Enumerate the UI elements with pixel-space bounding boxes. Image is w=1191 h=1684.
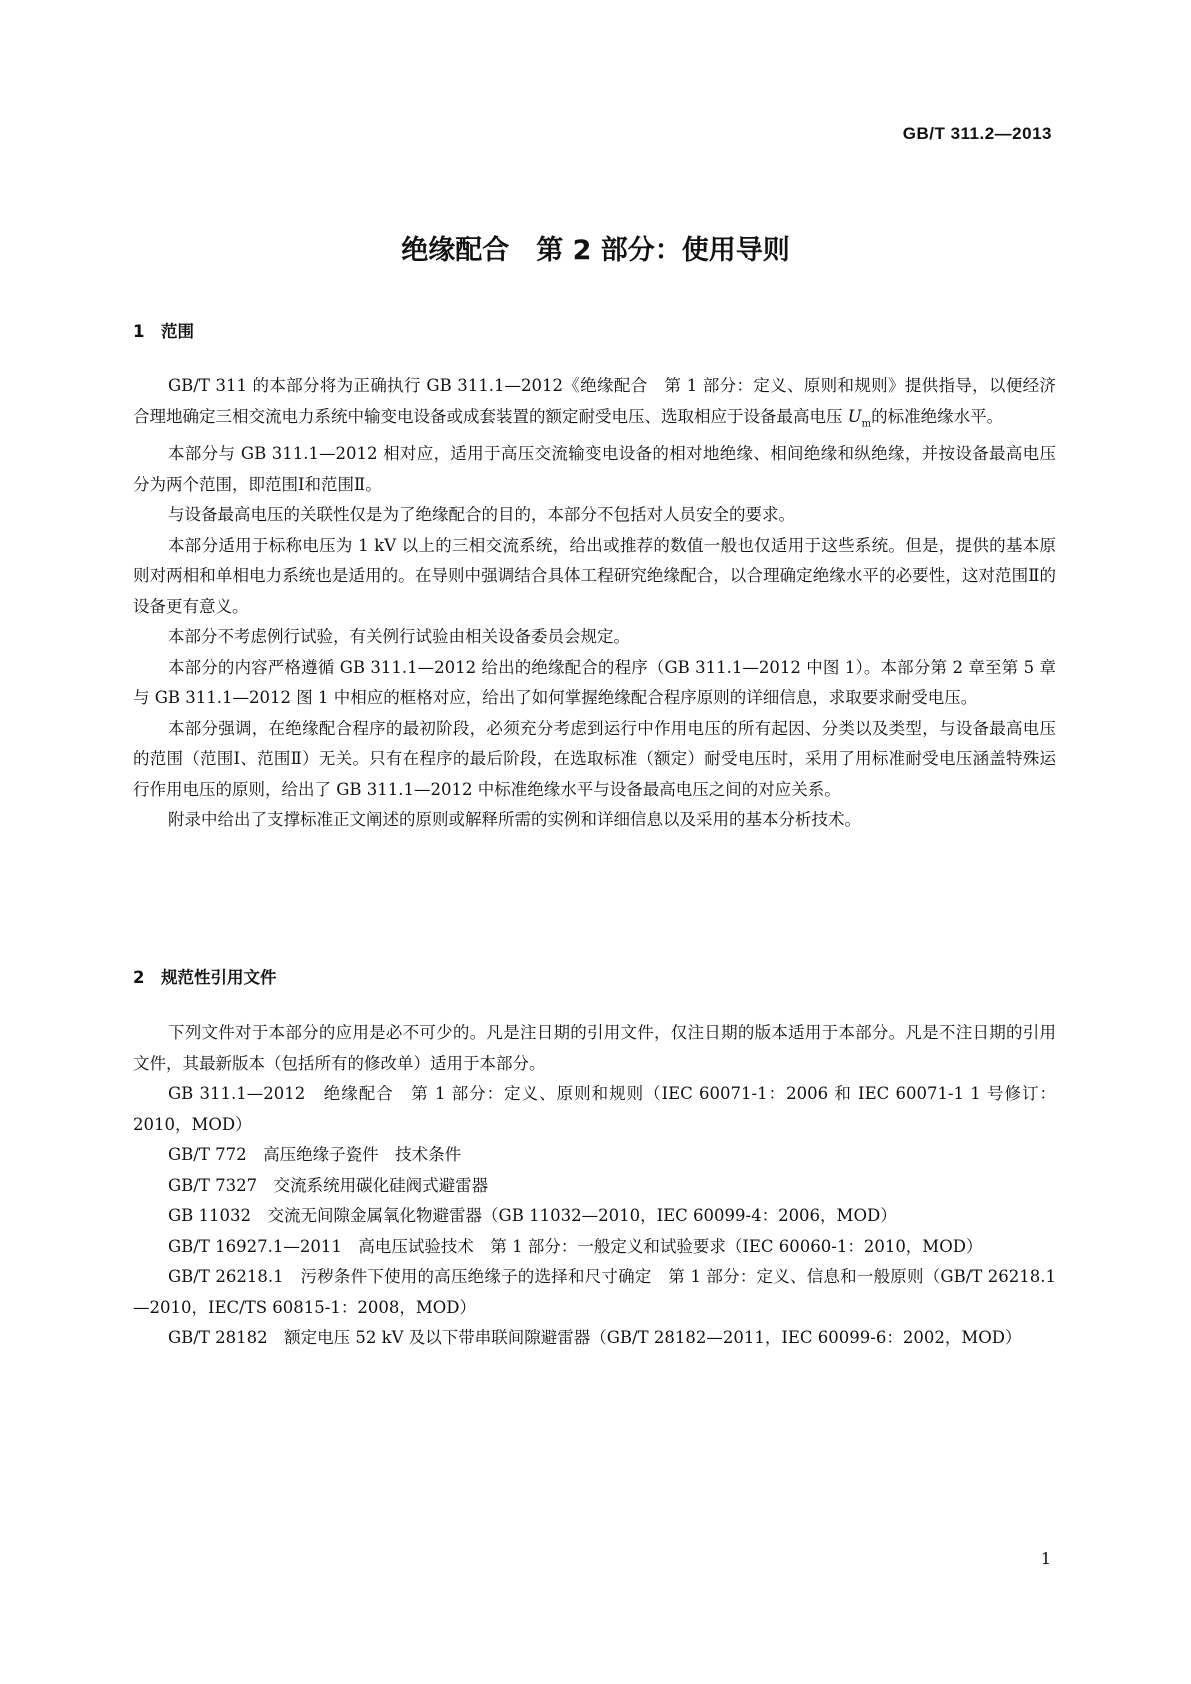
section-2-heading: 2 规范性引用文件 <box>133 968 277 987</box>
paragraph: 本部分与 GB 311.1—2012 相对应，适用于高压交流输变电设备的相对地绝缘、相间绝缘和纵绝缘，并按设备最高电压分为两个范围，即范围Ⅰ和范围Ⅱ。 <box>133 444 1056 494</box>
paragraph: 附录中给出了支撑标准正文阐述的原则或解释所需的实例和详细信息以及采用的基本分析技术。 <box>168 810 861 830</box>
reference-item: GB/T 7327 交流系统用碳化硅阀式避雷器 <box>168 1175 489 1195</box>
paragraph: GB/T 311 的本部分将为正确执行 GB 311.1—2012《绝缘配合 第 1 部分：定义、原则和规则》提供指导，以便经济合理地确定三相交流电力系统中输变电设备或成套装置的额定耐受电压、选取相应于设备最高电压 $U_m$的标准绝缘水平。 <box>133 376 1056 429</box>
reference-item: GB 11032 交流无间隙金属氧化物避雷器（GB 11032—2010，IEC 60099-4：2006，MOD） <box>168 1206 897 1225</box>
reference-item: GB 311.1—2012 绝缘配合 第 1 部分：定义、原则和规则（IEC 60071-1：2006 和 IEC 60071-1 1 号修订：2010，MOD） <box>133 1084 1056 1134</box>
page-number: 1 <box>1040 1549 1051 1568</box>
paragraph: 本部分适用于标称电压为 1 kV 以上的三相交流系统，给出或推荐的数值一般也仅适用于这些系统。但是，提供的基本原则对两相和单相电力系统也是适用的。在导则中强调结合具体工程研究绝缘配合，以合理确定绝缘水平的必要性，这对范围Ⅱ的设备更有意义。 <box>133 535 1056 616</box>
reference-item: GB/T 26218.1 污秽条件下使用的高压绝缘子的选择和尺寸确定 第 1 部分：定义、信息和一般原则（GB/T 26218.1—2010，IEC/TS 60815-1：2008，MOD） <box>133 1267 1056 1317</box>
paragraph: 本部分的内容严格遵循 GB 311.1—2012 给出的绝缘配合的程序（GB 311.1—2012 中图 1）。本部分第 2 章至第 5 章与 GB 311.1—2012 图 1 中相应的框格对应，给出了如何掌握绝缘配合程序原则的详细信息，求取要求耐受电压。 <box>133 657 1056 708</box>
paragraph: 本部分不考虑例行试验，有关例行试验由相关设备委员会规定。 <box>168 627 630 647</box>
reference-item: GB/T 772 高压绝缘子瓷件 技术条件 <box>168 1145 462 1164</box>
section-2-body <box>133 1018 1056 1354</box>
paragraph: 与设备最高电压的关联性仅是为了绝缘配合的目的，本部分不包括对人员安全的要求。 <box>168 505 795 525</box>
document-title: 绝缘配合 第 2 部分：使用导则 <box>401 235 790 266</box>
section-1-heading: 1 范围 <box>133 322 194 341</box>
standard-code: GB/T 311.2—2013 <box>902 124 1052 143</box>
reference-item: GB/T 28182 额定电压 52 kV 及以下带串联间隙避雷器（GB/T 28182—2011，IEC 60099-6：2002，MOD） <box>168 1328 1022 1347</box>
paragraph: 下列文件对于本部分的应用是必不可少的。凡是注日期的引用文件，仅注日期的版本适用于本部分。凡是不注日期的引用文件，其最新版本（包括所有的修改单）适用于本部分。 <box>133 1023 1056 1073</box>
section-1-body <box>133 371 1056 836</box>
reference-item: GB/T 16927.1—2011 高电压试验技术 第 1 部分：一般定义和试验要求（IEC 60060-1：2010，MOD） <box>168 1236 983 1256</box>
paragraph: 本部分强调，在绝缘配合程序的最初阶段，必须充分考虑到运行中作用电压的所有起因、分类以及类型，与设备最高电压的范围（范围Ⅰ、范围Ⅱ）无关。只有在程序的最后阶段，在选取标准（额定）耐受电压时，采用了用标准耐受电压涵盖特殊运行作用电压的原则，给出了 GB 311.1—2012 中标准绝缘水平与设备最高电压之间的对应关系。 <box>133 718 1056 799</box>
